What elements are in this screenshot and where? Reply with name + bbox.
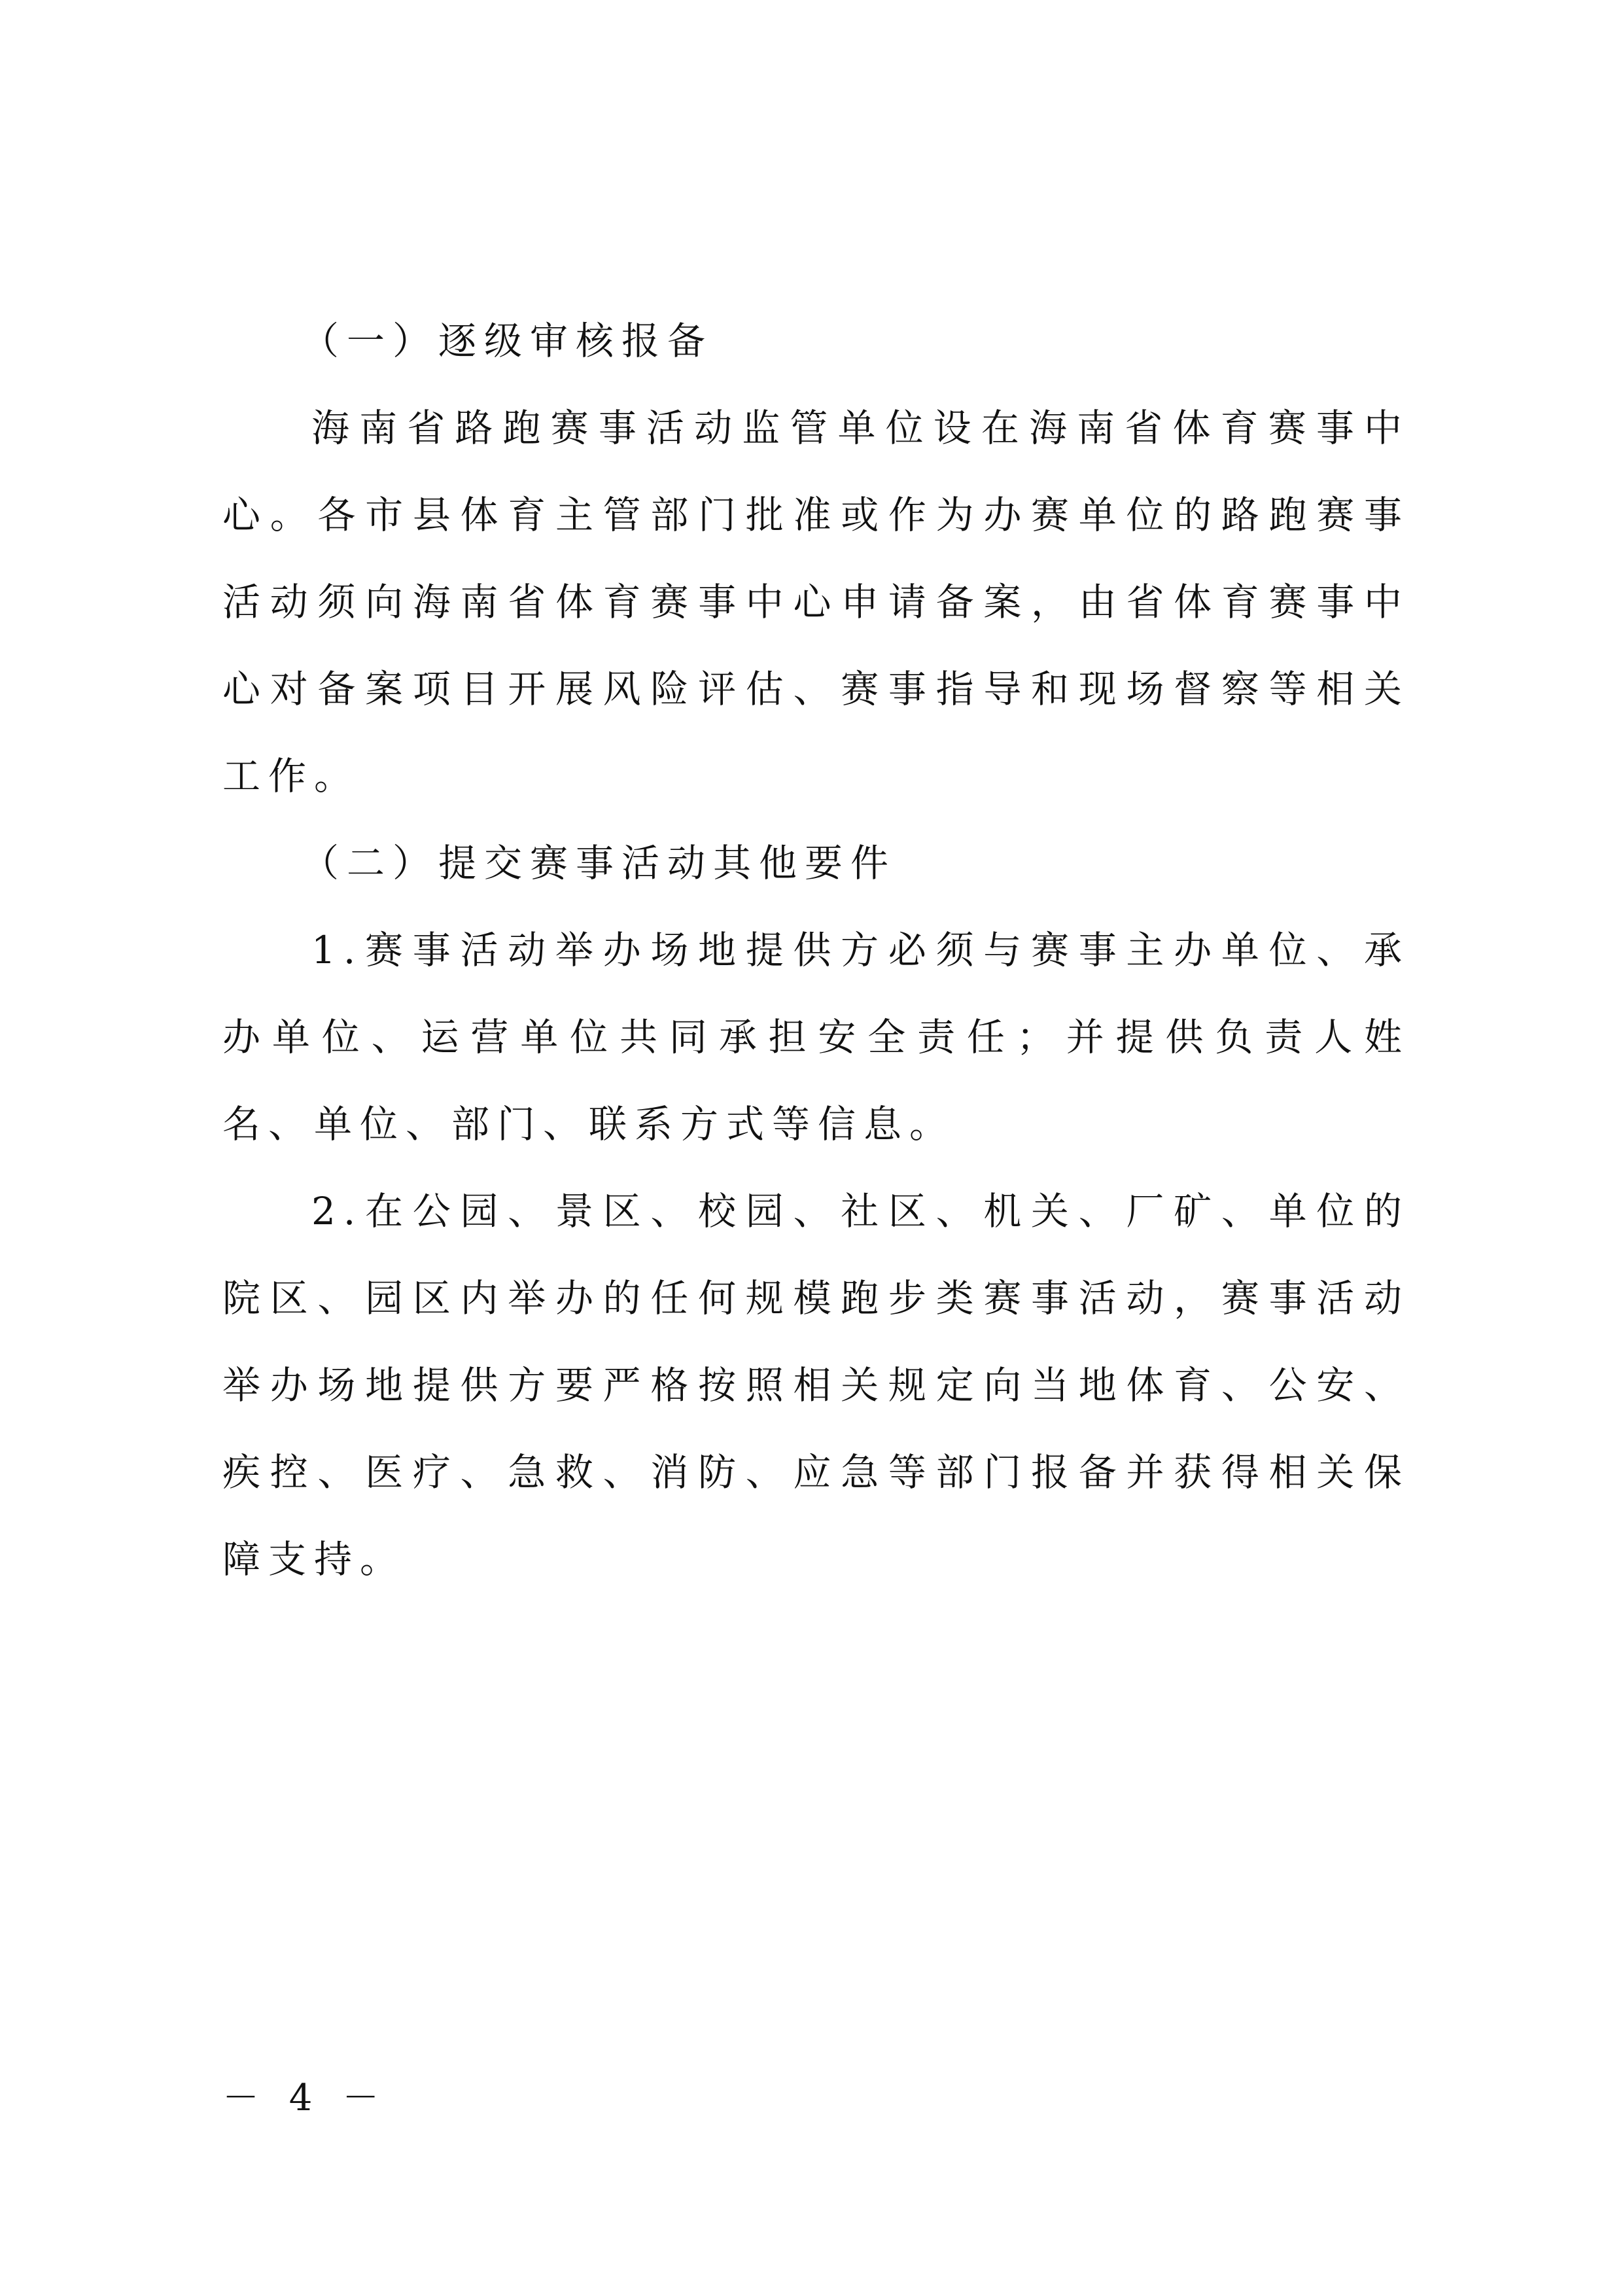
numbered-item-2: 2.在公园、景区、校园、社区、机关、厂矿、单位的院区、园区内举办的任何规模跑步类赛事活动，赛事活动举办场地提供方要严格按照相关规定向当地体育、公安、疾控、医疗、急救、消防、应急等部门报备并获得相关保障支持。	[222, 1189, 1410, 1581]
page-number: － 4 －	[222, 2077, 389, 2119]
document-body	[222, 298, 1410, 1603]
section-heading-2: （二）提交赛事活动其他要件	[301, 841, 897, 885]
numbered-item-1: 1.赛事活动举办场地提供方必须与赛事主办单位、承办单位、运营单位共同承担安全责任；并提供负责人姓名、单位、部门、联系方式等信息。	[222, 928, 1410, 1146]
section-paragraph-1: 海南省路跑赛事活动监管单位设在海南省体育赛事中心。各市县体育主管部门批准或作为办赛单位的路跑赛事活动须向海南省体育赛事中心申请备案，由省体育赛事中心对备案项目开展风险评估、赛事指导和现场督察等相关工作。	[222, 406, 1410, 798]
section-heading-1: （一）逐级审核报备	[301, 319, 714, 363]
